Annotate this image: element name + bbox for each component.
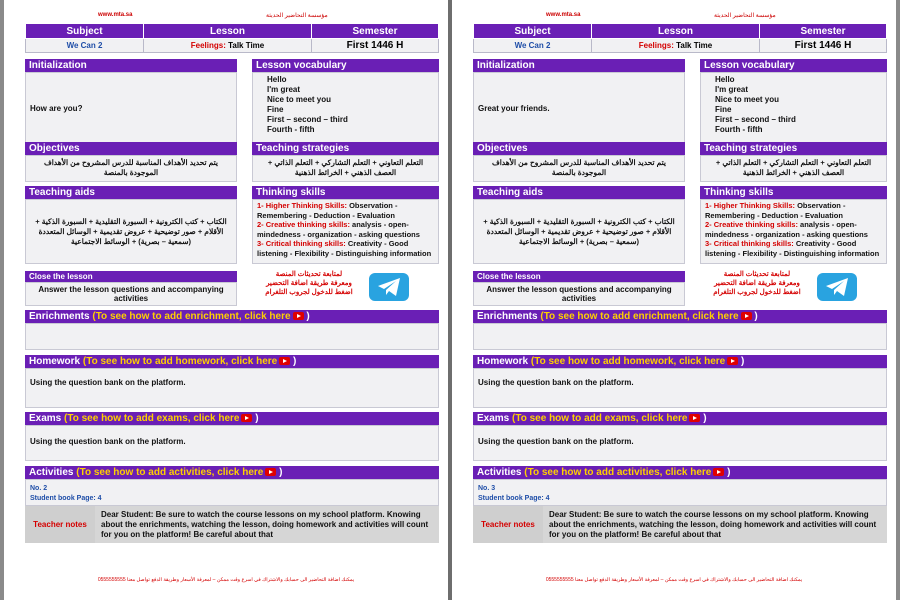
- teacher-notes-text: Dear Student: Be sure to watch the course lessons on my school platform. Knowing about the enrichments, watching the lesson, doing homework and activities will count for you on the platform! Be careful about that: [543, 506, 887, 543]
- youtube-icon[interactable]: [741, 312, 752, 320]
- activities-title: Activities (To see how to add activities, click here ): [25, 466, 439, 479]
- lesson-info-table: [473, 23, 887, 53]
- homework-text: Using the question bank on the platform.: [473, 368, 887, 408]
- exams-section: [473, 412, 887, 461]
- enrichments-title: Enrichments (To see how to add enrichment, click here ): [473, 310, 887, 323]
- activities-section: [25, 466, 439, 543]
- subject-value: We Can 2: [26, 39, 144, 53]
- objectives-title: Objectives: [25, 142, 237, 155]
- page-header-line: [4, 11, 448, 21]
- close-lesson-text: Answer the lesson questions and accompanying activities: [473, 282, 685, 306]
- lesson-value: [144, 39, 312, 53]
- initialization-text: How are you?: [30, 103, 83, 113]
- enrichments-help-link[interactable]: (To see how to add enrichment, click here: [540, 311, 739, 322]
- strategies-section: [252, 142, 439, 182]
- youtube-icon[interactable]: [265, 468, 276, 476]
- teaching-aids-section: [473, 186, 685, 264]
- lesson-topic: Feelings:: [190, 41, 226, 50]
- page-footer: يمكنك اضافة التحاضير الى حسابك والاشتراك في اسرع وقت ممكن – لمعرفة الأسعار وطريقة الدفع تواصل معنا 0555555555: [97, 577, 355, 583]
- vocab-item: I'm great: [267, 85, 301, 94]
- initialization-section: [473, 59, 685, 144]
- org-name: مؤسسة التحاضير الحديثة: [266, 13, 328, 19]
- enrichments-title: Enrichments (To see how to add enrichment, click here ): [25, 310, 439, 323]
- telegram-icon[interactable]: [369, 273, 409, 301]
- vocab-item: I'm great: [715, 85, 749, 94]
- homework-help-link[interactable]: (To see how to add homework, click here: [530, 356, 726, 367]
- homework-section: [25, 355, 439, 408]
- enrichments-section: [25, 310, 439, 350]
- site-url[interactable]: www.mta.sa: [98, 12, 133, 18]
- lesson-header: Lesson: [144, 24, 312, 39]
- lesson-title: Talk Time: [225, 41, 265, 50]
- initialization-content: [473, 72, 685, 144]
- thinking-skill-item: 2- Creative thinking skills: analysis - open-mindedness - organization - asking questions: [257, 220, 420, 239]
- activity-number: No. 2: [30, 485, 48, 492]
- semester-value: First 1446 H: [760, 39, 887, 53]
- objectives-section: [473, 142, 685, 182]
- strategies-title: Teaching strategies: [252, 142, 439, 155]
- close-lesson-title: Close the lesson: [473, 271, 685, 282]
- enrichments-help-link[interactable]: (To see how to add enrichment, click here: [92, 311, 291, 322]
- initialization-content: [25, 72, 237, 144]
- initialization-text: Great your friends.: [478, 103, 550, 113]
- site-url[interactable]: www.mta.sa: [546, 12, 581, 18]
- activities-section: [473, 466, 887, 543]
- exams-text: Using the question bank on the platform.: [25, 425, 439, 461]
- page-header-line: [452, 11, 896, 21]
- enrichments-content: [473, 323, 887, 350]
- exams-title: Exams (To see how to add exams, click here ): [25, 412, 439, 425]
- vocab-item: Nice to meet you: [267, 95, 332, 104]
- vocabulary-title: Lesson vocabulary: [700, 59, 887, 72]
- vocab-item: Fourth - fifth: [715, 125, 763, 134]
- objectives-title: Objectives: [473, 142, 685, 155]
- teacher-notes-label: Teacher notes: [473, 506, 543, 543]
- thinking-skills-section: [252, 186, 439, 264]
- homework-help-link[interactable]: (To see how to add homework, click here: [82, 356, 278, 367]
- telegram-promo[interactable]: لمتابعة تحديثات المنصة ومعرفة طريقة اضافة التحضير اضغط للدخول لجروب التلغرام: [265, 271, 353, 296]
- lesson-header: Lesson: [592, 24, 760, 39]
- youtube-icon[interactable]: [293, 312, 304, 320]
- objectives-text: يتم تحديد الأهداف المناسبة للدرس المشروح من الأهداف الموجودة بالمنصة: [473, 155, 685, 182]
- strategies-title: Teaching strategies: [700, 142, 887, 155]
- youtube-icon[interactable]: [241, 414, 252, 422]
- thinking-skill-item: 3- Critical thinking skills: Creativity - Good listening - Flexibility - Distinguishing information: [257, 239, 432, 258]
- page-footer: يمكنك اضافة التحاضير الى حسابك والاشتراك في اسرع وقت ممكن – لمعرفة الأسعار وطريقة الدفع تواصل معنا 0555555555: [545, 577, 803, 583]
- enrichments-section: [473, 310, 887, 350]
- telegram-icon[interactable]: [817, 273, 857, 301]
- youtube-icon[interactable]: [279, 357, 290, 365]
- thinking-skills-title: Thinking skills: [700, 186, 887, 199]
- teacher-notes-text: Dear Student: Be sure to watch the course lessons on my school platform. Knowing about the enrichments, watching the lesson, doing homework and activities will count for you on the platform! Be careful about that: [95, 506, 439, 543]
- objectives-text: يتم تحديد الأهداف المناسبة للدرس المشروح من الأهداف الموجودة بالمنصة: [25, 155, 237, 182]
- exams-help-link[interactable]: (To see how to add exams, click here: [512, 413, 688, 424]
- teacher-notes-label: Teacher notes: [25, 506, 95, 543]
- strategies-text: التعلم التعاوني + التعلم التشاركي + التعلم الذاتي + العصف الذهني + الخرائط الذهنية: [700, 155, 887, 182]
- vocab-item: Hello: [715, 75, 735, 84]
- youtube-icon[interactable]: [689, 414, 700, 422]
- teaching-aids-text: الكتاب + كتب الكترونية + السبورة التقليدية + السبورة الذكية + الأقلام + صور توضيحية + عروض تقديمية + الوسائل المتعددة (سمعية – بصرية) + الوسائط الاجتماعية: [25, 199, 237, 264]
- thinking-skill-item: 1- Higher Thinking Skills: Observation - Remembering - Deduction - Evaluation: [257, 201, 398, 220]
- initialization-title: Initialization: [25, 59, 237, 72]
- vocab-item: First – second – third: [715, 115, 796, 124]
- thinking-skill-item: 2- Creative thinking skills: analysis - open-mindedness - organization - asking questions: [705, 220, 868, 239]
- teaching-aids-text: الكتاب + كتب الكترونية + السبورة التقليدية + السبورة الذكية + الأقلام + صور توضيحية + عروض تقديمية + الوسائل المتعددة (سمعية – بصرية) + الوسائط الاجتماعية: [473, 199, 685, 264]
- vocabulary-section: [700, 59, 887, 144]
- vocab-item: Fine: [715, 105, 732, 114]
- homework-title: Homework (To see how to add homework, click here ): [473, 355, 887, 368]
- thinking-skills-section: [700, 186, 887, 264]
- vocab-item: Fine: [267, 105, 284, 114]
- activities-help-link[interactable]: (To see how to add activities, click here: [76, 467, 264, 478]
- vocab-item: Hello: [267, 75, 287, 84]
- homework-section: [473, 355, 887, 408]
- teaching-aids-section: [25, 186, 237, 264]
- initialization-title: Initialization: [473, 59, 685, 72]
- lesson-title: Talk Time: [673, 41, 713, 50]
- lesson-info-table: [25, 23, 439, 53]
- thinking-skill-item: 1- Higher Thinking Skills: Observation - Remembering - Deduction - Evaluation: [705, 201, 846, 220]
- activity-number: No. 3: [478, 485, 496, 492]
- initialization-section: [25, 59, 237, 144]
- student-book-page: Student book Page: 4: [478, 495, 550, 502]
- thinking-skills-title: Thinking skills: [252, 186, 439, 199]
- exams-text: Using the question bank on the platform.: [473, 425, 887, 461]
- org-name: مؤسسة التحاضير الحديثة: [714, 13, 776, 19]
- homework-title: Homework (To see how to add homework, click here ): [25, 355, 439, 368]
- document-page-right: [452, 0, 896, 600]
- youtube-icon[interactable]: [727, 357, 738, 365]
- strategies-text: التعلم التعاوني + التعلم التشاركي + التعلم الذاتي + العصف الذهني + الخرائط الذهنية: [252, 155, 439, 182]
- objectives-section: [25, 142, 237, 182]
- lesson-topic: Feelings:: [638, 41, 674, 50]
- telegram-promo[interactable]: لمتابعة تحديثات المنصة ومعرفة طريقة اضافة التحضير اضغط للدخول لجروب التلغرام: [713, 271, 801, 296]
- exams-title: Exams (To see how to add exams, click here ): [473, 412, 887, 425]
- vocabulary-section: [252, 59, 439, 144]
- semester-header: Semester: [312, 24, 439, 39]
- homework-text: Using the question bank on the platform.: [25, 368, 439, 408]
- activities-title: Activities (To see how to add activities, click here ): [473, 466, 887, 479]
- enrichments-content: [25, 323, 439, 350]
- youtube-icon[interactable]: [713, 468, 724, 476]
- teacher-notes: [25, 506, 439, 543]
- vocab-item: Fourth - fifth: [267, 125, 315, 134]
- teacher-notes: [473, 506, 887, 543]
- close-lesson-section: [473, 271, 685, 306]
- vocabulary-title: Lesson vocabulary: [252, 59, 439, 72]
- thinking-skills-list: [700, 199, 887, 264]
- semester-value: First 1446 H: [312, 39, 439, 53]
- thinking-skills-list: [252, 199, 439, 264]
- student-book-page: Student book Page: 4: [30, 495, 102, 502]
- exams-help-link[interactable]: (To see how to add exams, click here: [64, 413, 240, 424]
- thinking-skill-item: 3- Critical thinking skills: Creativity - Good listening - Flexibility - Distinguishing information: [705, 239, 880, 258]
- subject-header: Subject: [474, 24, 592, 39]
- vocab-item: First – second – third: [267, 115, 348, 124]
- activities-content: [473, 479, 887, 506]
- close-lesson-text: Answer the lesson questions and accompanying activities: [25, 282, 237, 306]
- activities-help-link[interactable]: (To see how to add activities, click here: [524, 467, 712, 478]
- activities-content: [25, 479, 439, 506]
- strategies-section: [700, 142, 887, 182]
- lesson-value: [592, 39, 760, 53]
- close-lesson-section: [25, 271, 237, 306]
- vocabulary-list: [252, 72, 439, 144]
- close-lesson-title: Close the lesson: [25, 271, 237, 282]
- subject-header: Subject: [26, 24, 144, 39]
- semester-header: Semester: [760, 24, 887, 39]
- document-page-left: [4, 0, 448, 600]
- teaching-aids-title: Teaching aids: [25, 186, 237, 199]
- subject-value: We Can 2: [474, 39, 592, 53]
- teaching-aids-title: Teaching aids: [473, 186, 685, 199]
- exams-section: [25, 412, 439, 461]
- vocabulary-list: [700, 72, 887, 144]
- vocab-item: Nice to meet you: [715, 95, 780, 104]
